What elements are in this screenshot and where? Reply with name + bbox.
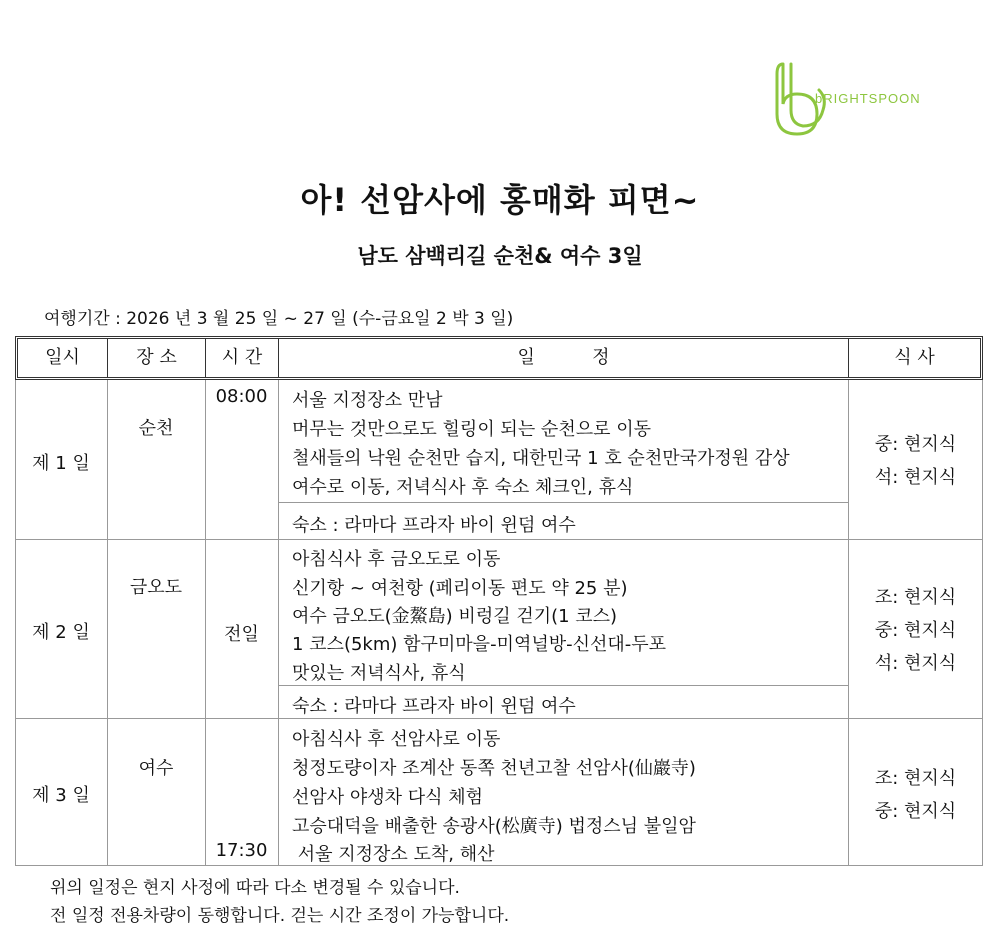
meal: 석: 현지식 <box>874 467 957 488</box>
schedule-line: 고승대덕을 배출한 송광사(松廣寺) 법정스님 불일암 <box>292 816 696 837</box>
schedule-line: 서울 지정장소 만남 <box>292 390 443 411</box>
meal: 석: 현지식 <box>874 653 957 674</box>
meal: 중: 현지식 <box>874 801 957 822</box>
schedule-line: 선암사 야생차 다식 체험 <box>292 787 484 808</box>
header-schedule: 일 정 <box>279 339 849 377</box>
travel-period: 여행기간 : 2026 년 3 월 25 일 ~ 27 일 (수-금요일 2 박 3 일) <box>44 309 514 329</box>
lodging: 숙소 : 라마다 프라자 바이 윈덤 여수 <box>292 696 576 717</box>
meal: 중: 현지식 <box>874 434 957 455</box>
footer-note: 위의 일정은 현지 사정에 따라 다소 변경될 수 있습니다. <box>50 878 460 898</box>
time: 전일 <box>224 624 259 645</box>
schedule-line: 철새들의 낙원 순천만 습지, 대한민국 1 호 순천만국가정원 감상 <box>292 448 790 469</box>
day-label: 제 1 일 <box>32 453 90 474</box>
header-place: 장 소 <box>108 339 206 377</box>
page-subtitle: 남도 삼백리길 순천& 여수 3일 <box>357 244 643 268</box>
place: 순천 <box>138 418 174 439</box>
day-label: 제 2 일 <box>32 622 90 643</box>
schedule-line: 아침식사 후 금오도로 이동 <box>292 549 501 570</box>
schedule-line: 서울 지정장소 도착, 해산 <box>292 844 495 865</box>
lodging: 숙소 : 라마다 프라자 바이 윈덤 여수 <box>292 515 576 536</box>
day-label: 제 3 일 <box>32 785 90 806</box>
time-start: 08:00 <box>215 386 268 407</box>
meal: 조: 현지식 <box>874 587 957 608</box>
header-meal: 식 사 <box>894 347 935 368</box>
schedule-line: 머무는 것만으로도 힐링이 되는 순천으로 이동 <box>292 419 651 440</box>
place: 금오도 <box>129 577 183 598</box>
table-header <box>15 336 983 380</box>
schedule-line: 신기항 ~ 여천항 (페리이동 편도 약 25 분) <box>292 578 628 599</box>
header-time: 시 간 <box>206 339 279 377</box>
schedule-line: 맛있는 저녁식사, 휴식 <box>292 663 466 684</box>
page-title: 아! 선암사에 홍매화 피면~ <box>300 181 700 219</box>
brand-name: bRIGHTSPOON <box>815 91 921 106</box>
schedule-line: 1 코스(5km) 함구미마을-미역널방-신선대-두포 <box>292 634 667 655</box>
meal: 중: 현지식 <box>874 620 957 641</box>
schedule-line: 청정도량이자 조계산 동쪽 천년고찰 선암사(仙巖寺) <box>292 758 696 779</box>
meal: 조: 현지식 <box>874 768 957 789</box>
time-end: 17:30 <box>215 840 268 861</box>
schedule-line: 여수 금오도(金鰲島) 비렁길 걷기(1 코스) <box>292 606 618 627</box>
schedule-line: 여수로 이동, 저녁식사 후 숙소 체크인, 휴식 <box>292 477 634 498</box>
footer-note: 전 일정 전용차량이 동행합니다. 걷는 시간 조정이 가능합니다. <box>50 906 510 926</box>
header-day: 일시 <box>18 339 108 377</box>
place: 여수 <box>138 758 174 779</box>
schedule-line: 아침식사 후 선암사로 이동 <box>292 729 501 750</box>
